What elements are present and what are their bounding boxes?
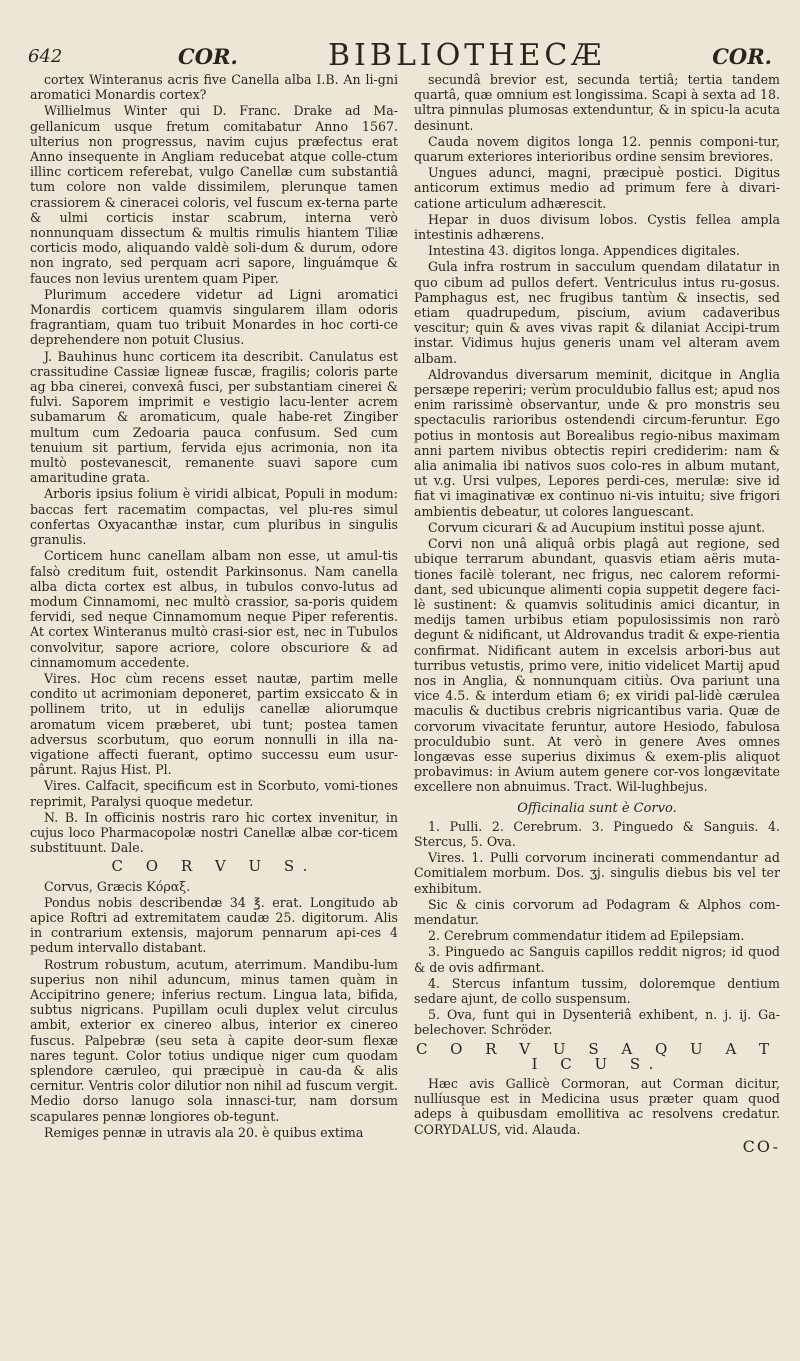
- catchword: CO-: [742, 1136, 780, 1156]
- page-number: 642: [28, 46, 63, 67]
- paragraph: Vires. Hoc cùm recens esset nautæ, partim melle condito ut acrimoniam deponeret, partim exsiccato & in pollinem trito, ut in edulijs canellæ aliorumque aromatum vicem præberet, ubi tunt; postea tamen adversus scorbutum, quo eorum nonnulli in illa na-vigatione affecti fuerant, optimo successu eum usur-pârunt. Rajus Hist. Pl.: [30, 670, 398, 778]
- paragraph: Gula infra rostrum in sacculum quendam dilatatur in quo cibum ad pullos defert. Ventriculus intus ru-gosus. Pamphagus est, nec frugibus tantùm & insectis, sed etiam quadrupedum, piscium, avium cadaveribus vescitur; quin & aves vivas rapit & dilaniat Accipi-trum instar. Vidimus hujus generis unam vel alteram avem albam.: [414, 259, 780, 366]
- paragraph: Cauda novem digitos longa 12. pennis componi-tur, quarum exteriores interioribus ordine sensim breviores.: [414, 133, 780, 165]
- running-header: [28, 36, 772, 76]
- paragraph: secundâ brevior est, secunda tertiâ; tertia tandem quartâ, quæ omnium est longissima. Scapi à sexta ad 18. ultra pinnulas plumosas extenduntur, & in spicu-la acuta desinunt.: [414, 72, 780, 133]
- paragraph: Corvi non unâ aliquâ orbis plagâ aut regione, sed ubique terrarum abundant, quasvis etiam aëris muta-tiones facilè tolerant, nec frigus, nec calorem reformi-dant, sed ubicunque alimenti copia suppetit degere faci-lè sustinent: & quamvis solitudinis amici dicantur, in medijs tamen urbibus etiam populosissimis non rarò degunt & nidificant, ut Aldrovandus tradit & expe-rientia confirmat. Nidificant autem in excelsis arbori-bus aut turribus vetustis, primo vere, initio videlicet Martij apud nos in Anglia, & nonnunquam citiùs. Ova pariunt una vice 4.5. & interdum etiam 6; ex viridi pal-lidè cærulea maculis & ductibus crebris nigricantibus varia. Quæ de corvorum vivacitate feruntur, autore Hesiodo, fabulosa proculdubio sunt. At verò in genere Aves omnes longævas esse superius diximus & exem-plis aliquot probavimus: in Avium autem genere cor-vos longævitate excellere non abnuimus. Tract. Wil-lughbejus.: [414, 536, 780, 795]
- paragraph: Vires. 1. Pulli corvorum incinerati commendantur ad Comitialem morbum. Dos. ʒj. singulis diebus bis vel ter exhibitum.: [414, 850, 780, 896]
- paragraph: cortex Winteranus acris five Canella alba I.B. An li-gni aromatici Monardis cortex?: [30, 72, 398, 103]
- paragraph: Vires. Calfacit, specificum est in Scorbuto, vomi-tiones reprimit, Paralysi quoque medetur.: [30, 778, 398, 809]
- paragraph: Pondus nobis describendæ 34 ℥. erat. Longitudo ab apice Roftri ad extremitatem caudæ 25. digitorum. Alis in contrarium extensis, majorum pennarum api-ces 4 pedum intervallo distabant.: [30, 894, 398, 956]
- paragraph: Ungues adunci, magni, præcipuè postici. Digitus anticorum extimus medio ad primum fere à divari-catione articulum adhærescit.: [414, 165, 780, 211]
- paragraph: 1. Pulli. 2. Cerebrum. 3. Pinguedo & Sanguis. 4. Stercus, 5. Ova.: [414, 818, 780, 849]
- paragraph: Aldrovandus diversarum meminit, dicitque in Anglia persæpe reperiri; verùm proculdubio fallus est; apud nos enim rarissimè observantur, unde & pro monstris seu spectaculis rarioribus ostendendi circum-feruntur. Ego potius in montosis aut Borealibus regio-nibus maximam anni partem nivibus obtectis repiri crediderim: nam & alia animalia ibi nativos suos colo-res in album mutant, ut v.g. Ursi vulpes, Lepores perdi-ces, merulæ: sive id fiat vi imaginativæ ex continuo ni-vis intuitu; sive frigori ambientis debeatur, ut colores languescant.: [414, 366, 780, 519]
- paragraph: Corvus, Græcis Κόραξ.: [44, 878, 191, 894]
- paragraph: 2. Cerebrum commendatur itidem ad Epilepsiam.: [428, 928, 745, 944]
- left-column: [30, 72, 398, 1342]
- paragraph: Arboris ipsius folium è viridi albicat, Populi in modum: baccas fert racematim compactas, vel plu-res simul confertas Oxyacanthæ instar, cum pluribus in singulis granulis.: [30, 486, 398, 548]
- page-title: BIBLIOTHECÆ: [328, 38, 606, 73]
- paragraph: 4. Stercus infantum tussim, doloremque dentium sedare ajunt, de collo suspensum.: [414, 975, 780, 1006]
- paragraph: Intestina 43. digitos longa. Appendices digitales.: [428, 243, 740, 259]
- section-heading-corvus-aquaticus: C O R V U S A Q U A T I C U S.: [415, 1039, 779, 1073]
- paragraph: J. Bauhinus hunc corticem ita describit. Canulatus est crassitudine Cassiæ ligneæ fuscæ, fragilis; coloris parte ag bba cinerei, convexâ fusci, per substantiam cinerei & fulvi. Saporem imprimit e vestigio lacu-lenter acrem subamarum & aromaticum, quale habe-ret Zingiber multum cum Zedoaria pauca confusum. Sed cum tenuium sit partium, fervida ejus acrimonia, non ita multò postevanescit, remanente suavi sapore cum amaritudine grata.: [30, 348, 398, 486]
- right-headword: COR.: [712, 44, 772, 69]
- paragraph: N. B. In officinis nostris raro hic cortex invenitur, in cujus loco Pharmacopolæ nostri Canellæ albæ cor-ticem substituunt. Dale.: [30, 809, 398, 856]
- paragraph: Willielmus Winter qui D. Franc. Drake ad Ma-gellanicum usque fretum comitabatur Anno 1567. ulterius non progressus, navim cujus præfectus erat Anno insequente in Angliam reducebat atque colle-ctum illinc corticem referebat, vulgo Canellæ cum substantiâ tum colore non valde dissimilem, plerunque tamen crassiorem & cineracei coloris, vel fuscum ex-terna parte & ulmi corticis instar scabrum, interna verò nonnunquam dissectum & multis rimulis hiantem Tiliæ corticis modo, aliquando valdè soli-dum & durum, odore non ingrato, sed perquam acri sapore, linguámque & fauces non levius urentem quam Piper.: [30, 103, 398, 286]
- paragraph: 5. Ova, funt qui in Dysenteriâ exhibent, n. j. ij. Ga-belechover. Schröder.: [414, 1007, 780, 1038]
- paragraph: 3. Pinguedo ac Sanguis capillos reddit nigros; id quod & de ovis adfirmant.: [414, 944, 780, 975]
- right-column: [414, 72, 780, 1342]
- section-heading-corvus: C O R V U S.: [111, 857, 317, 876]
- paragraph: Rostrum robustum, acutum, aterrimum. Mandibu-lum superius non nihil aduncum, minus tamen quàm in Accipitrino genere; inferius rectum. Lingua lata, bifida, subtus nigricans. Pupillam oculi duplex velut circulus ambit, exterior ex cinereo albus, interior ex cinereo fuscus. Palpebræ (seu seta à capite deor-sum flexæ nares tegunt. Color totius undique niger cum quodam splendore cæruleo, qui præcipuè in cau-da & alis cernitur. Ventris color dilutior non nihil ad fuscum vergit. Medio dorso lanugo sola innasci-tur, nam dorsum scapulares pennæ longiores ob-tegunt.: [30, 956, 398, 1124]
- subheading-officinalia: Officinalia sunt è Corvo.: [517, 800, 677, 816]
- left-headword: COR.: [178, 44, 238, 69]
- paragraph: Sic & cinis corvorum ad Podagram & Alphos com-mendatur.: [414, 896, 780, 927]
- paragraph: Hepar in duos divisum lobos. Cystis fellea ampla intestinis adhærens.: [414, 211, 780, 243]
- paragraph: Corvum cicurari & ad Aucupium instituì posse ajunt.: [428, 519, 766, 535]
- paragraph: Remiges pennæ in utravis ala 20. è quibus extima: [44, 1124, 364, 1140]
- paragraph: Hæc avis Gallicè Cormoran, aut Corman dicitur, nullíusque est in Medicina usus præter quam quod adeps à quibusdam emollitiva ac resolvens credatur. CORYDALUS, vid. Alauda.: [414, 1076, 780, 1137]
- paragraph: Plurimum accedere videtur ad Ligni aromatici Monardis corticem quamvis singularem illam odoris fragrantiam, quam tuo tribuit Monardes in hoc corti-ce deprehendere non potuit Clusius.: [30, 286, 398, 348]
- paragraph: Corticem hunc canellam albam non esse, ut amul-tis falsò creditum fuit, ostendit Parkinsonus. Nam canella alba dicta cortex est albus, in tubulos convo-lutus ad modum Cinnamomi, nec multò crassior, sa-poris quidem fervidi, sed neque Cinnamomum neque Piper referentis. At cortex Winteranus multò crasi-sior est, nec in Tubulos convolvitur, sapore acriore, colore obscuriore & ad cinnamomum accedente.: [30, 548, 398, 670]
